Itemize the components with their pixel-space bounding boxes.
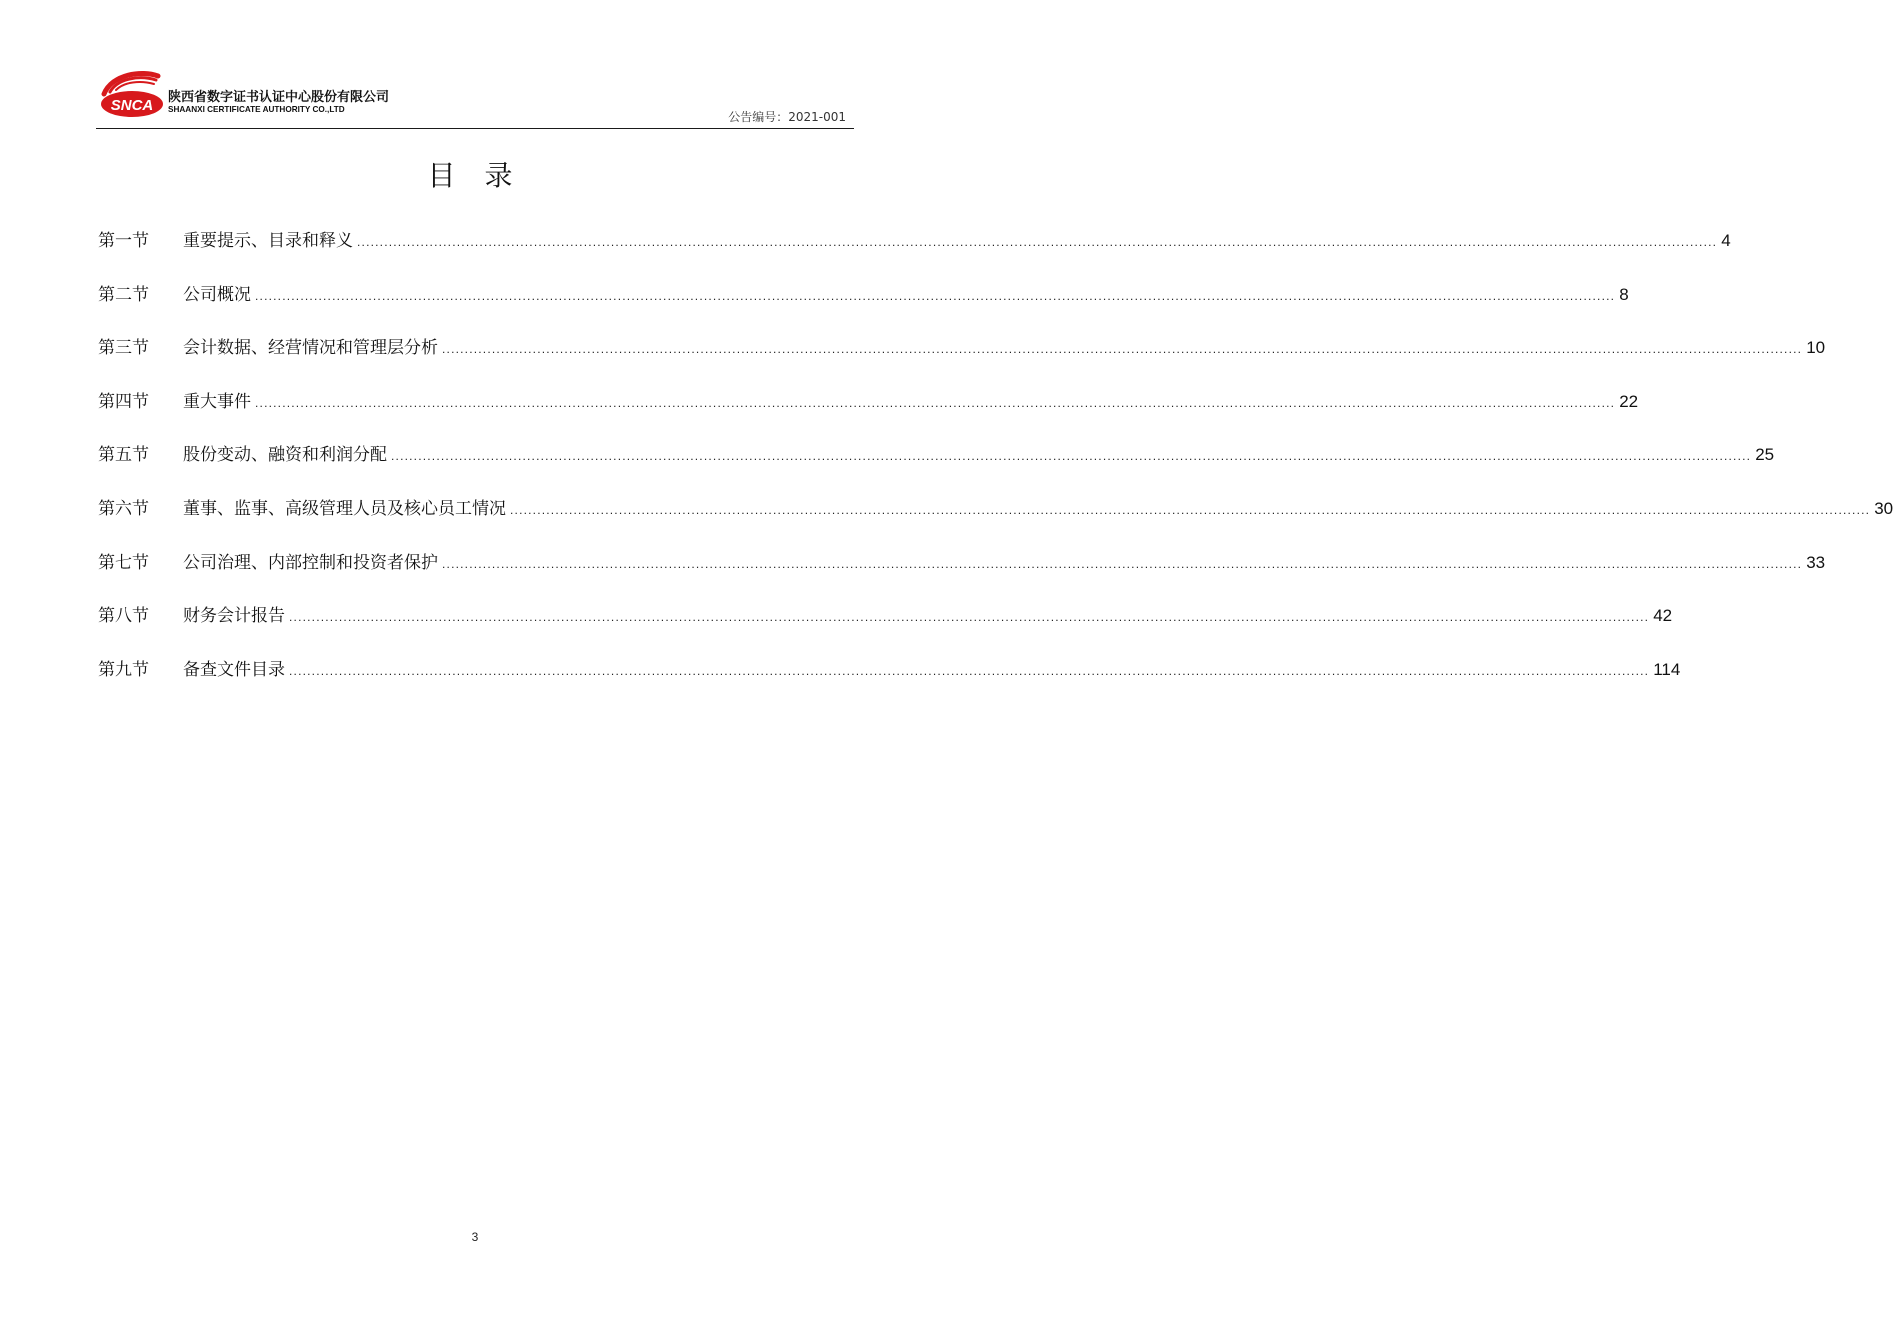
toc-entry[interactable]: [98, 280, 1629, 334]
snca-logo-icon: [98, 68, 162, 120]
toc-page-number[interactable]: 114: [1653, 659, 1681, 679]
toc-dot-leader: ............................................................................................................................................................................................................................................................................................................: [289, 663, 1650, 678]
toc-dot-leader: ............................................................................................................................................................................................................................................................................................................: [357, 235, 1718, 249]
toc-entry[interactable]: [98, 494, 1893, 548]
logo-text: [168, 90, 389, 115]
toc-dot-leader: ............................................................................................................................................................................................................................................................................................................: [391, 449, 1752, 464]
toc-page-number[interactable]: 25: [1755, 445, 1775, 465]
toc-section-number: 第六节: [98, 498, 149, 519]
toc-section-number: 第三节: [98, 338, 149, 359]
toc-section-number: 第四节: [98, 391, 149, 412]
toc-page-number[interactable]: 8: [1619, 284, 1629, 304]
toc-dot-leader: ............................................................................................................................................................................................................................................................................................................: [510, 502, 1871, 517]
toc-page-number[interactable]: 22: [1619, 391, 1639, 411]
page-number: 3: [471, 1230, 479, 1244]
company-name-en: SHAANXI CERTIFICATE AUTHORITY CO.,LTD: [168, 105, 345, 114]
toc-entry[interactable]: [98, 333, 1826, 387]
toc-section-title[interactable]: 股份变动、融资和利润分配: [183, 445, 387, 466]
toc-title: 目 录: [427, 159, 523, 192]
company-name-cn: 陕西省数字证书认证中心股份有限公司: [168, 90, 390, 105]
toc-section-title[interactable]: 会计数据、经营情况和管理层分析: [183, 338, 438, 359]
toc-dot-leader: ............................................................................................................................................................................................................................................................................................................: [289, 610, 1650, 625]
company-logo: [98, 68, 388, 120]
toc-dot-leader: ............................................................................................................................................................................................................................................................................................................: [255, 288, 1616, 303]
toc-page-number[interactable]: 30: [1874, 498, 1893, 518]
toc-entry[interactable]: [98, 655, 1681, 709]
toc-section-number: 第九节: [98, 659, 149, 680]
toc-section-title[interactable]: 重大事件: [183, 391, 251, 412]
toc-entry[interactable]: [98, 226, 1731, 280]
toc-section-title[interactable]: 公司治理、内部控制和投资者保护: [183, 552, 438, 573]
toc-page-number[interactable]: 10: [1806, 338, 1826, 358]
toc-section-title[interactable]: 财务会计报告: [183, 606, 285, 627]
toc-section-title[interactable]: 重要提示、目录和释义: [183, 231, 353, 251]
toc-entry[interactable]: [98, 601, 1673, 655]
table-of-contents: [98, 226, 1893, 708]
toc-section-title[interactable]: 公司概况: [183, 284, 251, 305]
toc-dot-leader: ............................................................................................................................................................................................................................................................................................................: [255, 395, 1616, 410]
toc-page-number[interactable]: 33: [1806, 552, 1826, 572]
toc-section-title[interactable]: 备查文件目录: [183, 659, 285, 680]
toc-section-number: 第五节: [98, 445, 149, 466]
toc-entry[interactable]: [98, 387, 1639, 441]
toc-dot-leader: ............................................................................................................................................................................................................................................................................................................: [442, 556, 1803, 571]
toc-section-number: 第八节: [98, 606, 149, 627]
toc-section-number: 第一节: [98, 231, 149, 251]
toc-page-number[interactable]: 4: [1721, 231, 1731, 250]
toc-section-number: 第七节: [98, 552, 149, 573]
toc-section-title[interactable]: 董事、监事、高级管理人员及核心员工情况: [183, 498, 506, 519]
toc-entry[interactable]: [98, 440, 1775, 494]
page-header: [96, 66, 854, 129]
toc-dot-leader: ............................................................................................................................................................................................................................................................................................................: [442, 342, 1803, 357]
logo-mark-text: SNCA: [110, 97, 154, 114]
announcement-number: 公告编号：2021-001: [728, 110, 846, 124]
toc-entry[interactable]: [98, 548, 1826, 602]
toc-page-number[interactable]: 42: [1653, 606, 1673, 626]
toc-section-number: 第二节: [98, 284, 149, 305]
